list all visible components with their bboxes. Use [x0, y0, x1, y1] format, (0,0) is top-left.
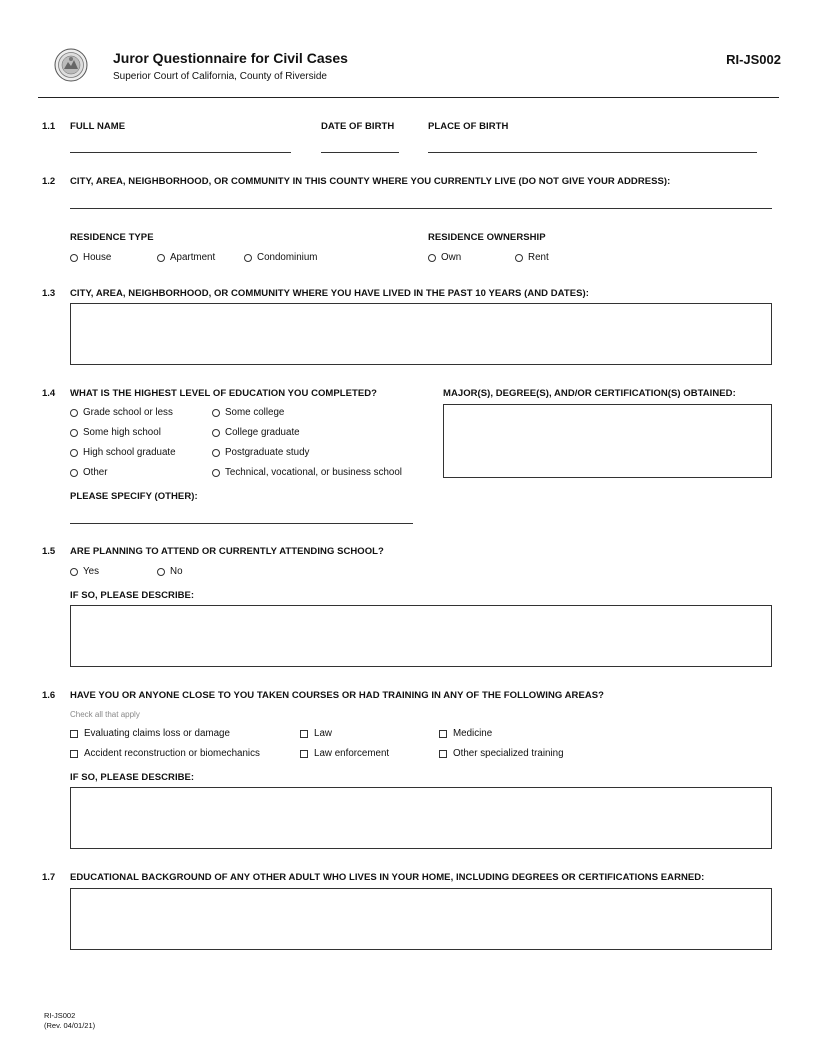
residence-ownership-label: RESIDENCE OWNERSHIP — [428, 232, 546, 243]
radio-circle-icon — [212, 409, 220, 417]
checkbox-evaluating-claims[interactable]: Evaluating claims loss or damage — [70, 728, 230, 739]
radio-circle-icon — [212, 469, 220, 477]
header-divider — [38, 97, 779, 98]
radio-postgraduate[interactable]: Postgraduate study — [212, 447, 309, 458]
checkbox-icon — [300, 730, 308, 738]
question-number: 1.2 — [42, 176, 56, 187]
adult-education-label: EDUCATIONAL BACKGROUND OF ANY OTHER ADULT WHO LIVES IN YOUR HOME, INCLUDING DEGREES OR CERTIFICATIONS EARNED: — [70, 872, 705, 883]
checkbox-icon — [70, 750, 78, 758]
current-community-field[interactable] — [70, 208, 772, 209]
form-number: RI-JS002 — [726, 52, 781, 67]
radio-some-college[interactable]: Some college — [212, 407, 284, 418]
radio-circle-icon — [70, 429, 78, 437]
footer-revision: (Rev. 04/01/21) — [44, 1021, 96, 1030]
radio-yes[interactable]: Yes — [70, 566, 99, 577]
radio-circle-icon — [70, 409, 78, 417]
form-title: Juror Questionnaire for Civil Cases — [113, 50, 348, 66]
radio-other[interactable]: Other — [70, 467, 108, 478]
radio-technical-school[interactable]: Technical, vocational, or business school — [212, 467, 402, 478]
question-number: 1.6 — [42, 690, 56, 701]
form-subtitle: Superior Court of California, County of Riverside — [113, 71, 327, 82]
checkbox-law-enforcement[interactable]: Law enforcement — [300, 748, 389, 759]
radio-circle-icon — [70, 469, 78, 477]
full-name-label: FULL NAME — [70, 121, 126, 132]
checkbox-icon — [300, 750, 308, 758]
school-describe-textbox[interactable] — [70, 605, 772, 667]
radio-high-school-graduate[interactable]: High school graduate — [70, 447, 176, 458]
radio-circle-icon — [70, 568, 78, 576]
education-level-label: WHAT IS THE HIGHEST LEVEL OF EDUCATION YOU COMPLETED? — [70, 388, 378, 399]
major-degree-textbox[interactable] — [443, 404, 772, 478]
residence-type-label: RESIDENCE TYPE — [70, 232, 154, 243]
training-label: HAVE YOU OR ANYONE CLOSE TO YOU TAKEN COURSES OR HAD TRAINING IN ANY OF THE FOLLOWING AREAS? — [70, 690, 604, 701]
date-of-birth-label: DATE OF BIRTH — [321, 121, 395, 132]
radio-no[interactable]: No — [157, 566, 183, 577]
training-describe-textbox[interactable] — [70, 787, 772, 849]
past-communities-label: CITY, AREA, NEIGHBORHOOD, OR COMMUNITY WHERE YOU HAVE LIVED IN THE PAST 10 YEARS (AND DATES): — [70, 288, 589, 299]
question-number: 1.3 — [42, 288, 56, 299]
training-describe-label: IF SO, PLEASE DESCRIBE: — [70, 772, 195, 783]
radio-house[interactable]: House — [70, 252, 111, 263]
footer-form-number: RI-JS002 — [44, 1011, 76, 1020]
question-number: 1.4 — [42, 388, 56, 399]
specify-other-label: PLEASE SPECIFY (OTHER): — [70, 491, 198, 502]
date-of-birth-field[interactable] — [321, 152, 399, 153]
full-name-field[interactable] — [70, 152, 291, 153]
radio-circle-icon — [70, 254, 78, 262]
radio-rent[interactable]: Rent — [515, 252, 549, 263]
radio-circle-icon — [157, 254, 165, 262]
radio-circle-icon — [157, 568, 165, 576]
past-communities-textbox[interactable] — [70, 303, 772, 365]
radio-circle-icon — [212, 449, 220, 457]
radio-circle-icon — [428, 254, 436, 262]
radio-circle-icon — [212, 429, 220, 437]
radio-some-high-school[interactable]: Some high school — [70, 427, 161, 438]
attending-school-label: ARE PLANNING TO ATTEND OR CURRENTLY ATTENDING SCHOOL? — [70, 546, 384, 557]
radio-own[interactable]: Own — [428, 252, 461, 263]
question-number: 1.5 — [42, 546, 56, 557]
question-number: 1.1 — [42, 121, 56, 132]
question-number: 1.7 — [42, 872, 56, 883]
place-of-birth-label: PLACE OF BIRTH — [428, 121, 509, 132]
checkbox-accident-reconstruction[interactable]: Accident reconstruction or biomechanics — [70, 748, 260, 759]
checkbox-law[interactable]: Law — [300, 728, 332, 739]
checkbox-icon — [439, 730, 447, 738]
adult-education-textbox[interactable] — [70, 888, 772, 950]
place-of-birth-field[interactable] — [428, 152, 757, 153]
current-community-label: CITY, AREA, NEIGHBORHOOD, OR COMMUNITY IN THIS COUNTY WHERE YOU CURRENTLY LIVE (DO NOT GIVE YOUR ADDRESS): — [70, 176, 671, 187]
radio-condominium[interactable]: Condominium — [244, 252, 317, 263]
checkbox-medicine[interactable]: Medicine — [439, 728, 492, 739]
radio-circle-icon — [244, 254, 252, 262]
radio-circle-icon — [70, 449, 78, 457]
radio-circle-icon — [515, 254, 523, 262]
major-degree-label: MAJOR(S), DEGREE(S), AND/OR CERTIFICATION(S) OBTAINED: — [443, 388, 736, 399]
radio-apartment[interactable]: Apartment — [157, 252, 215, 263]
specify-other-field[interactable] — [70, 523, 413, 524]
checkbox-other-training[interactable]: Other specialized training — [439, 748, 564, 759]
school-describe-label: IF SO, PLEASE DESCRIBE: — [70, 590, 195, 601]
radio-grade-school[interactable]: Grade school or less — [70, 407, 173, 418]
check-all-hint: Check all that apply — [70, 710, 140, 719]
checkbox-icon — [439, 750, 447, 758]
radio-college-graduate[interactable]: College graduate — [212, 427, 300, 438]
checkbox-icon — [70, 730, 78, 738]
court-seal-icon — [54, 48, 88, 82]
